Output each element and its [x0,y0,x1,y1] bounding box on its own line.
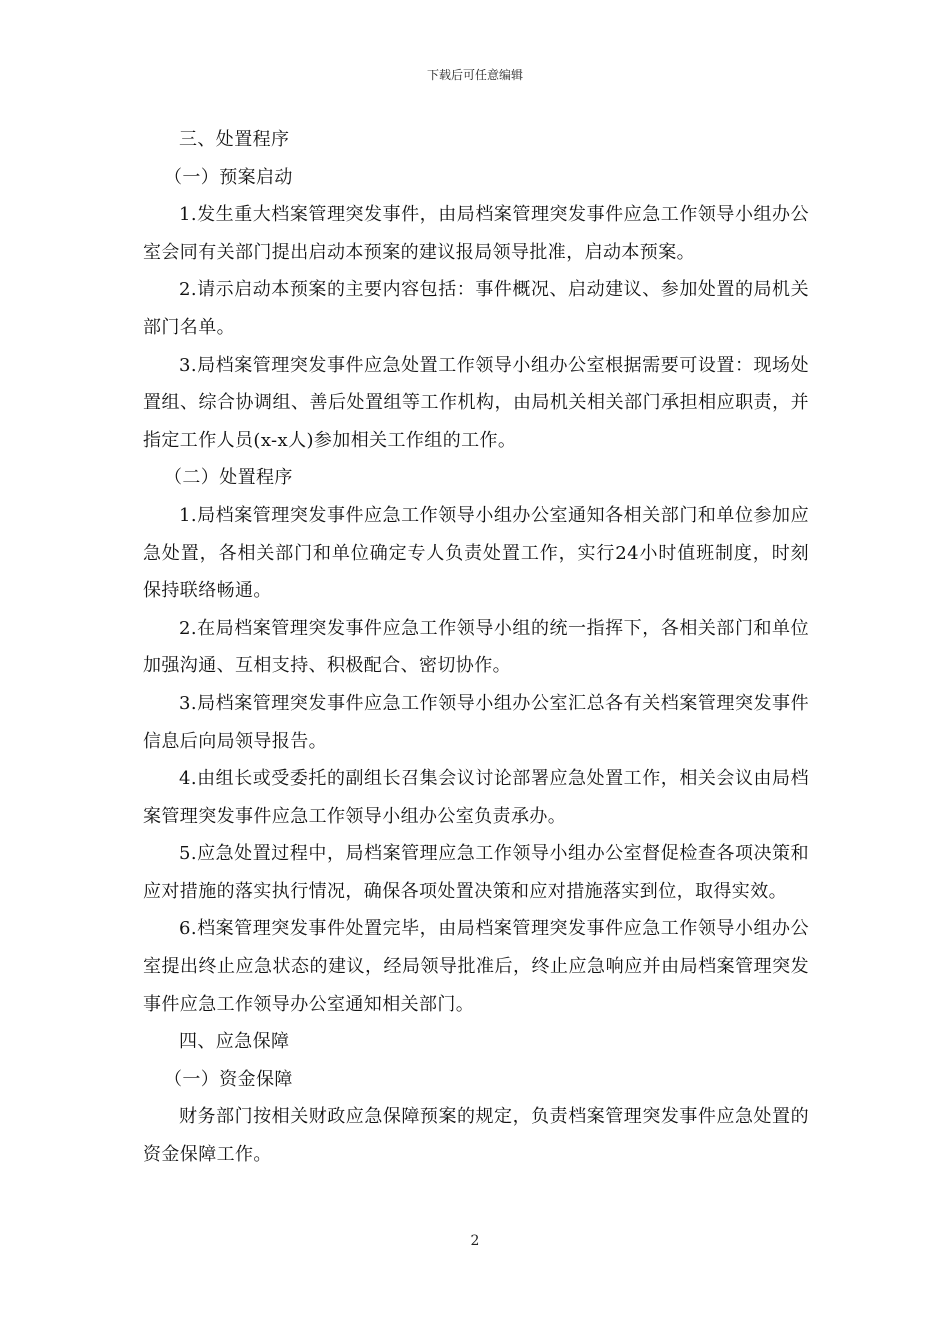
subsection-heading-plan-start: （一）预案启动 [164,166,293,188]
paragraph: 财务部门按相关财政应急保障预案的规定，负责档案管理突发事件应急处置的资金保障工作。 [143,1106,809,1166]
paragraph: 4.由组长或受委托的副组长召集会议讨论部署应急处置工作，相关会议由局档案管理突发事件应急工作领导小组办公室负责承办。 [143,768,809,827]
paragraph: 5.应急处置过程中，局档案管理应急工作领导小组办公室督促检查各项决策和应对措施的落实执行情况，确保各项处置决策和应对措施落实到位，取得实效。 [143,843,809,902]
section-heading-emergency-support: 四、应急保障 [179,1031,290,1053]
section-heading-procedure: 三、处置程序 [179,129,290,150]
paragraph: 2.请示启动本预案的主要内容包括：事件概况、启动建议、参加处置的局机关部门名单。 [143,279,809,338]
page-number: 2 [470,1233,480,1249]
paragraph: 6.档案管理突发事件处置完毕，由局档案管理突发事件应急工作领导小组办公室提出终止应急状态的建议，经局领导批准后，终止应急响应并由局档案管理突发事件应急工作领导办公室通知相关部门。 [143,918,809,1015]
paragraph: 3.局档案管理突发事件应急处置工作领导小组办公室根据需要可设置：现场处置组、综合协调组、善后处置组等工作机构，由局机关相关部门承担相应职责，并指定工作人员(x-x人)参加相关工作组的工作。 [143,354,809,451]
paragraph: 3.局档案管理突发事件应急工作领导小组办公室汇总各有关档案管理突发事件信息后向局领导报告。 [143,692,809,752]
subsection-heading-funding-support: （一）资金保障 [164,1068,293,1090]
header-note: 下载后可任意编辑 [426,68,523,82]
paragraph: 1.局档案管理突发事件应急工作领导小组办公室通知各相关部门和单位参加应急处置，各相关部门和单位确定专人负责处置工作，实行24小时值班制度，时刻保持联络畅通。 [143,504,809,602]
paragraph: 2.在局档案管理突发事件应急工作领导小组的统一指挥下，各相关部门和单位加强沟通、互相支持、积极配合、密切协作。 [143,617,809,677]
subsection-heading-handling-procedure: （二）处置程序 [164,467,293,489]
paragraph: 1.发生重大档案管理突发事件，由局档案管理突发事件应急工作领导小组办公室会同有关部门提出启动本预案的建议报局领导批准，启动本预案。 [143,204,809,263]
body-text [143,121,809,1174]
